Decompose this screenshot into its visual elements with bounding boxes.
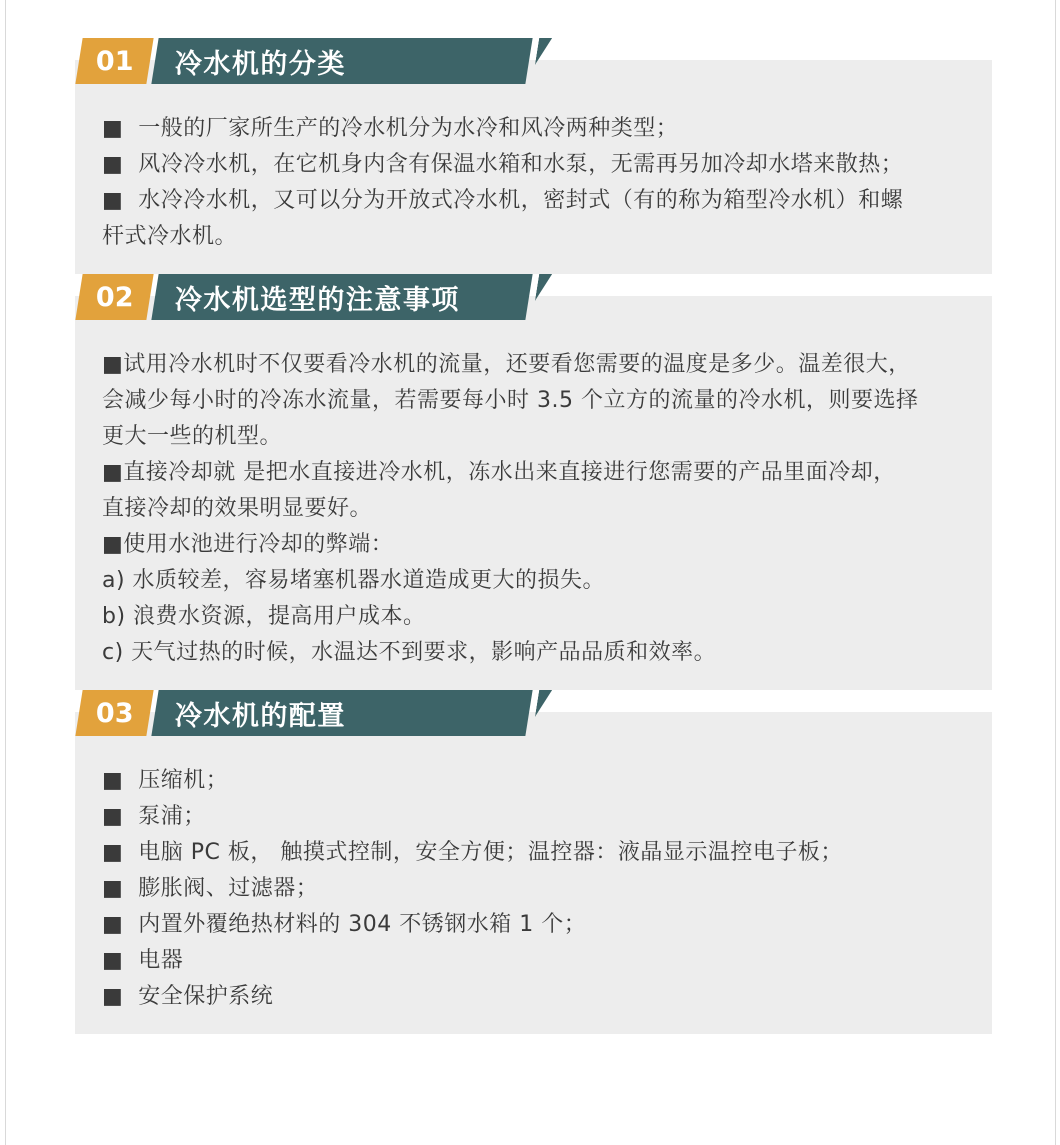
text-line: b) 浪费水资源，提高用户成本。: [102, 604, 426, 629]
section-title: 冷水机选型的注意事项: [175, 284, 460, 316]
text-line: 直接冷却的效果明显要好。: [102, 496, 373, 521]
section-3-number-badge: [75, 690, 153, 736]
section-2-number-badge: [75, 274, 153, 320]
section-2-text: [102, 347, 962, 671]
section-configuration: [0, 690, 1060, 1034]
text-line: ■试用冷水机时不仅要看冷水机的流量，还要看您需要的温度是多少。温差很大，: [102, 352, 911, 377]
section-number: 03: [95, 697, 134, 729]
section-1-panel: [75, 60, 992, 274]
section-1-text: [102, 111, 962, 255]
text-line: ■使用水池进行冷却的弊端：: [102, 532, 394, 557]
section-2-title-strip: [151, 274, 532, 320]
section-1-banner: [79, 38, 1060, 84]
banner-slash-decoration: [535, 690, 552, 717]
section-3-panel: [75, 712, 992, 1034]
text-line: ■ 泵浦；: [102, 804, 206, 829]
section-classification: [0, 38, 1060, 274]
banner-slash-decoration: [535, 38, 552, 65]
section-1-number-badge: [75, 38, 153, 84]
text-line: ■ 一般的厂家所生产的冷水机分为水冷和风冷两种类型；: [102, 116, 679, 141]
text-line: a) 水质较差，容易堵塞机器水道造成更大的损失。: [102, 568, 606, 593]
text-line: ■ 压缩机；: [102, 768, 229, 793]
section-number: 02: [95, 281, 134, 313]
section-2-banner: [79, 274, 1060, 320]
section-selection-notes: [0, 274, 1060, 690]
section-1-title-strip: [151, 38, 532, 84]
text-line: ■ 风冷冷水机，在它机身内含有保温水箱和水泵，无需再另加冷却水塔来散热；: [102, 152, 904, 177]
banner-slash-decoration: [535, 274, 552, 301]
text-line: ■ 电器: [102, 948, 184, 973]
text-line: ■ 电脑 PC 板， 触摸式控制，安全方便；温控器：液晶显示温控电子板；: [102, 840, 843, 865]
text-line: ■ 膨胀阀、过滤器；: [102, 876, 319, 901]
section-3-banner: [79, 690, 1060, 736]
text-line: 会减少每小时的冷冻水流量，若需要每小时 3.5 个立方的流量的冷水机，则要选择: [102, 388, 919, 413]
section-3-title-strip: [151, 690, 532, 736]
text-line: 更大一些的机型。: [102, 424, 283, 449]
section-title: 冷水机的分类: [175, 48, 346, 80]
section-title: 冷水机的配置: [175, 700, 346, 732]
text-line: 杆式冷水机。: [102, 224, 238, 249]
section-3-text: [102, 763, 962, 1015]
text-line: ■ 水冷冷水机，又可以分为开放式冷水机，密封式（有的称为箱型冷水机）和螺: [102, 188, 904, 213]
section-2-panel: [75, 296, 992, 690]
text-line: ■ 内置外覆绝热材料的 304 不锈钢水箱 1 个；: [102, 912, 587, 937]
text-line: c) 天气过热的时候，水温达不到要求，影响产品品质和效率。: [102, 640, 717, 665]
section-number: 01: [95, 45, 134, 77]
text-line: ■ 安全保护系统: [102, 984, 274, 1009]
text-line: ■直接冷却就 是把水直接进冷水机，冻水出来直接进行您需要的产品里面冷却，: [102, 460, 896, 485]
